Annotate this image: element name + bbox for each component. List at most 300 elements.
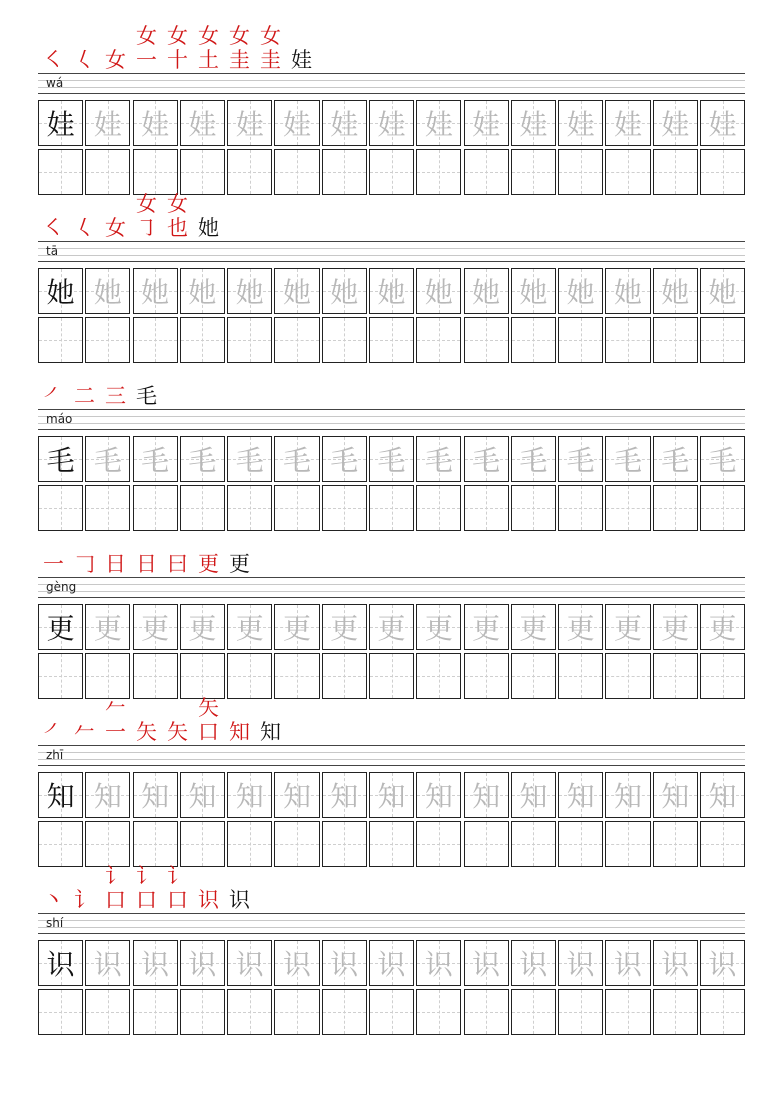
tianzige-cell (322, 100, 367, 146)
tianzige-cell (464, 604, 509, 650)
tianzige-cell[interactable] (511, 989, 556, 1035)
trace-character: 更 (566, 612, 595, 645)
stroke-step: 讠口 (105, 864, 126, 912)
trace-character: 知 (141, 780, 170, 813)
tianzige-cell[interactable] (180, 149, 225, 195)
trace-character: 娃 (282, 108, 311, 141)
tianzige-cell[interactable] (511, 317, 556, 363)
tianzige-cell[interactable] (700, 989, 745, 1035)
tianzige-cell[interactable] (180, 485, 225, 531)
trace-character: 娃 (566, 108, 595, 141)
stroke-step: 矢 (136, 720, 157, 744)
stroke-step: 女 (105, 216, 126, 240)
trace-character: 识 (282, 948, 311, 981)
tianzige-cell[interactable] (133, 317, 178, 363)
pinyin-label: zhī (46, 748, 64, 762)
tianzige-cell (38, 604, 83, 650)
stroke-step: 娃 (291, 48, 312, 72)
trace-character: 更 (472, 612, 501, 645)
trace-character: 知 (661, 780, 690, 813)
stroke-step: ㇛ (43, 216, 64, 240)
trace-character: 娃 (613, 108, 642, 141)
tianzige-cell (180, 604, 225, 650)
tianzige-cell[interactable] (558, 317, 603, 363)
trace-character: 识 (424, 948, 453, 981)
stroke-step: 一 (43, 552, 64, 576)
tianzige-cell (274, 268, 319, 314)
tianzige-cell[interactable] (605, 149, 650, 195)
tianzige-cell[interactable] (322, 149, 367, 195)
trace-character: 知 (235, 780, 264, 813)
trace-character: 更 (661, 612, 690, 645)
trace-character: 娃 (424, 108, 453, 141)
tianzige-cell[interactable] (369, 317, 414, 363)
tianzige-cell[interactable] (558, 149, 603, 195)
guide-line (38, 920, 745, 921)
tianzige-cell[interactable] (274, 821, 319, 867)
guide-line (38, 416, 745, 417)
tianzige-cell (416, 436, 461, 482)
tianzige-cell (700, 604, 745, 650)
trace-character: 毛 (708, 444, 737, 477)
tianzige-cell (322, 604, 367, 650)
trace-character: 知 (93, 780, 122, 813)
tianzige-cell (558, 100, 603, 146)
trace-row (38, 772, 745, 818)
trace-character: 更 (708, 612, 737, 645)
tianzige-cell[interactable] (227, 149, 272, 195)
tianzige-cell[interactable] (605, 653, 650, 699)
trace-character: 知 (708, 780, 737, 813)
tianzige-cell (416, 940, 461, 986)
tianzige-cell[interactable] (700, 821, 745, 867)
tianzige-cell[interactable] (322, 485, 367, 531)
tianzige-cell (700, 268, 745, 314)
pinyin-lines (38, 912, 745, 934)
tianzige-cell (133, 268, 178, 314)
tianzige-cell (180, 772, 225, 818)
tianzige-cell (180, 100, 225, 146)
trace-character: 娃 (377, 108, 406, 141)
stroke-step: 丶 (43, 888, 64, 912)
trace-character: 更 (424, 612, 453, 645)
trace-character: 毛 (472, 444, 501, 477)
tianzige-cell[interactable] (369, 485, 414, 531)
guide-line (38, 87, 745, 88)
tianzige-cell[interactable] (558, 989, 603, 1035)
trace-character: 娃 (472, 108, 501, 141)
tianzige-cell[interactable] (133, 653, 178, 699)
practice-row (38, 149, 745, 195)
guide-line (38, 577, 745, 578)
stroke-step: 女也 (167, 192, 188, 240)
stroke-step: 矢口 (198, 696, 219, 744)
trace-character: 识 (93, 948, 122, 981)
stroke-step: 讠口 (167, 864, 188, 912)
guide-line (38, 752, 745, 753)
tianzige-cell[interactable] (700, 149, 745, 195)
tianzige-cell (274, 436, 319, 482)
tianzige-cell[interactable] (85, 317, 130, 363)
pinyin-lines (38, 72, 745, 94)
guide-line (38, 80, 745, 81)
guide-line (38, 597, 745, 598)
stroke-step: 日 (105, 552, 126, 576)
tianzige-cell (700, 436, 745, 482)
tianzige-cell[interactable] (322, 989, 367, 1035)
trace-character: 知 (377, 780, 406, 813)
guide-line (38, 759, 745, 760)
tianzige-cell (369, 268, 414, 314)
trace-character: 她 (93, 276, 122, 309)
tianzige-cell[interactable] (511, 149, 556, 195)
trace-character: 毛 (566, 444, 595, 477)
tianzige-cell (700, 772, 745, 818)
tianzige-cell (511, 436, 556, 482)
stroke-step: 女㇆ (136, 192, 157, 240)
trace-row (38, 436, 745, 482)
tianzige-cell (464, 268, 509, 314)
practice-row (38, 653, 745, 699)
tianzige-cell[interactable] (605, 989, 650, 1035)
tianzige-cell[interactable] (227, 485, 272, 531)
tianzige-cell[interactable] (274, 317, 319, 363)
tianzige-cell (416, 268, 461, 314)
tianzige-cell[interactable] (605, 821, 650, 867)
tianzige-cell (653, 436, 698, 482)
tianzige-cell[interactable] (653, 317, 698, 363)
tianzige-cell[interactable] (605, 485, 650, 531)
tianzige-cell[interactable] (558, 821, 603, 867)
tianzige-cell (227, 436, 272, 482)
tianzige-cell[interactable] (38, 653, 83, 699)
tianzige-cell[interactable] (274, 989, 319, 1035)
tianzige-cell (464, 772, 509, 818)
tianzige-cell (605, 604, 650, 650)
tianzige-cell[interactable] (133, 821, 178, 867)
practice-row (38, 989, 745, 1035)
tianzige-cell (322, 772, 367, 818)
guide-line (38, 584, 745, 585)
tianzige-cell[interactable] (180, 821, 225, 867)
trace-character: 她 (613, 276, 642, 309)
tianzige-cell (511, 268, 556, 314)
tianzige-cell[interactable] (700, 317, 745, 363)
tianzige-cell[interactable] (180, 653, 225, 699)
tianzige-cell[interactable] (38, 485, 83, 531)
pinyin-label: shí (46, 916, 64, 930)
tianzige-cell[interactable] (322, 317, 367, 363)
trace-character: 更 (519, 612, 548, 645)
tianzige-cell (227, 604, 272, 650)
trace-character: 毛 (613, 444, 642, 477)
stroke-step: 𠃌 (74, 552, 95, 576)
tianzige-cell (133, 772, 178, 818)
tianzige-cell (416, 772, 461, 818)
trace-character: 娃 (141, 108, 170, 141)
stroke-step: 更 (198, 552, 219, 576)
tianzige-cell[interactable] (464, 149, 509, 195)
tianzige-cell (133, 940, 178, 986)
tianzige-cell[interactable] (558, 485, 603, 531)
stroke-step: 更 (229, 552, 250, 576)
pinyin-lines (38, 744, 745, 766)
tianzige-cell (85, 772, 130, 818)
trace-character: 娃 (519, 108, 548, 141)
tianzige-cell (700, 100, 745, 146)
guide-line (38, 261, 745, 262)
pinyin-label: gèng (46, 580, 77, 594)
tianzige-cell[interactable] (85, 821, 130, 867)
tianzige-cell[interactable] (511, 821, 556, 867)
tianzige-cell (38, 772, 83, 818)
tianzige-cell (558, 436, 603, 482)
tianzige-cell (605, 772, 650, 818)
stroke-step: 三 (105, 384, 126, 408)
stroke-step: 知 (229, 720, 250, 744)
tianzige-cell[interactable] (133, 485, 178, 531)
tianzige-cell[interactable] (180, 989, 225, 1035)
tianzige-cell[interactable] (180, 317, 225, 363)
tianzige-cell[interactable] (605, 317, 650, 363)
tianzige-cell (85, 940, 130, 986)
tianzige-cell (180, 436, 225, 482)
tianzige-cell[interactable] (227, 317, 272, 363)
trace-character: 知 (282, 780, 311, 813)
tianzige-cell[interactable] (511, 485, 556, 531)
guide-line (38, 241, 745, 242)
tianzige-cell (322, 940, 367, 986)
tianzige-cell (38, 436, 83, 482)
trace-character: 更 (613, 612, 642, 645)
tianzige-cell[interactable] (133, 149, 178, 195)
guide-line (38, 429, 745, 430)
stroke-step: 女圭 (229, 24, 250, 72)
tianzige-cell[interactable] (38, 317, 83, 363)
stroke-step: ㇒ (43, 720, 64, 744)
tianzige-cell[interactable] (653, 821, 698, 867)
tianzige-cell[interactable] (464, 317, 509, 363)
tianzige-cell (322, 268, 367, 314)
tianzige-cell[interactable] (464, 821, 509, 867)
trace-character: 她 (330, 276, 359, 309)
stroke-step: 识 (198, 888, 219, 912)
stroke-step: 女 (105, 48, 126, 72)
trace-character: 娃 (188, 108, 217, 141)
tianzige-cell[interactable] (464, 653, 509, 699)
tianzige-cell (322, 436, 367, 482)
stroke-step: 矢 (167, 720, 188, 744)
guide-line (38, 248, 745, 249)
tianzige-cell[interactable] (369, 149, 414, 195)
trace-character: 识 (661, 948, 690, 981)
stroke-step: 𡿨 (74, 216, 95, 240)
trace-character: 知 (519, 780, 548, 813)
tianzige-cell[interactable] (653, 989, 698, 1035)
stroke-order (38, 192, 224, 240)
stroke-step: ㇛ (43, 48, 64, 72)
tianzige-cell (653, 100, 698, 146)
tianzige-cell (85, 436, 130, 482)
tianzige-cell (274, 772, 319, 818)
trace-character: 毛 (377, 444, 406, 477)
tianzige-cell[interactable] (369, 821, 414, 867)
tianzige-cell[interactable] (322, 653, 367, 699)
tianzige-cell[interactable] (133, 989, 178, 1035)
tianzige-cell[interactable] (274, 485, 319, 531)
trace-character: 知 (566, 780, 595, 813)
stroke-step: 知 (260, 720, 281, 744)
trace-character: 识 (472, 948, 501, 981)
tianzige-cell (511, 100, 556, 146)
tianzige-cell (605, 940, 650, 986)
trace-character: 识 (377, 948, 406, 981)
tianzige-cell[interactable] (85, 653, 130, 699)
tianzige-cell (369, 436, 414, 482)
tianzige-cell[interactable] (416, 989, 461, 1035)
trace-character: 她 (472, 276, 501, 309)
tianzige-cell[interactable] (416, 485, 461, 531)
tianzige-cell (369, 940, 414, 986)
tianzige-cell[interactable] (558, 653, 603, 699)
tianzige-cell (38, 268, 83, 314)
model-character: 知 (46, 780, 75, 813)
trace-character: 她 (235, 276, 264, 309)
stroke-order (38, 864, 255, 912)
tianzige-cell[interactable] (464, 989, 509, 1035)
tianzige-cell (274, 940, 319, 986)
tianzige-cell[interactable] (85, 485, 130, 531)
trace-character: 毛 (282, 444, 311, 477)
guide-line (38, 423, 745, 424)
trace-character: 娃 (330, 108, 359, 141)
stroke-step: 识 (229, 888, 250, 912)
guide-line (38, 765, 745, 766)
tianzige-cell (558, 604, 603, 650)
stroke-step: 女十 (167, 24, 188, 72)
tianzige-cell (274, 100, 319, 146)
tianzige-cell[interactable] (274, 653, 319, 699)
trace-character: 知 (424, 780, 453, 813)
tianzige-cell[interactable] (85, 989, 130, 1035)
stroke-step: 日 (136, 552, 157, 576)
stroke-step: 毛 (136, 384, 157, 408)
tianzige-cell[interactable] (416, 653, 461, 699)
trace-character: 识 (613, 948, 642, 981)
trace-character: 她 (188, 276, 217, 309)
tianzige-cell[interactable] (38, 149, 83, 195)
tianzige-cell (653, 772, 698, 818)
trace-character: 她 (424, 276, 453, 309)
pinyin-lines (38, 408, 745, 430)
tianzige-cell[interactable] (227, 653, 272, 699)
trace-character: 识 (235, 948, 264, 981)
trace-character: 知 (188, 780, 217, 813)
tianzige-cell (85, 604, 130, 650)
stroke-step: 讠口 (136, 864, 157, 912)
tianzige-cell[interactable] (416, 317, 461, 363)
tianzige-cell (511, 940, 556, 986)
tianzige-cell[interactable] (416, 149, 461, 195)
tianzige-cell[interactable] (227, 989, 272, 1035)
trace-character: 她 (708, 276, 737, 309)
stroke-step: 𡿨 (74, 48, 95, 72)
trace-character: 更 (377, 612, 406, 645)
tianzige-cell[interactable] (416, 821, 461, 867)
tianzige-cell[interactable] (653, 485, 698, 531)
trace-character: 她 (282, 276, 311, 309)
stroke-step: 她 (198, 216, 219, 240)
practice-row (38, 317, 745, 363)
tianzige-cell[interactable] (369, 653, 414, 699)
trace-character: 毛 (93, 444, 122, 477)
tianzige-cell[interactable] (369, 989, 414, 1035)
pinyin-label: tā (46, 244, 59, 258)
practice-row (38, 485, 745, 531)
trace-character: 娃 (708, 108, 737, 141)
tianzige-cell[interactable] (322, 821, 367, 867)
trace-character: 更 (188, 612, 217, 645)
model-character: 更 (46, 612, 75, 645)
tianzige-cell (227, 940, 272, 986)
guide-line (38, 73, 745, 74)
pinyin-label: máo (46, 412, 73, 426)
tianzige-cell (700, 940, 745, 986)
tianzige-cell[interactable] (464, 485, 509, 531)
pinyin-label: wá (46, 76, 64, 90)
pinyin-lines (38, 576, 745, 598)
tianzige-cell[interactable] (227, 821, 272, 867)
tianzige-cell[interactable] (38, 821, 83, 867)
tianzige-cell[interactable] (653, 653, 698, 699)
tianzige-cell (653, 268, 698, 314)
stroke-step: 曰 (167, 552, 188, 576)
guide-line (38, 933, 745, 934)
stroke-step: 𠂉 (74, 720, 95, 744)
tianzige-cell (369, 772, 414, 818)
trace-character: 娃 (235, 108, 264, 141)
tianzige-cell[interactable] (511, 653, 556, 699)
trace-character: 娃 (93, 108, 122, 141)
trace-character: 知 (472, 780, 501, 813)
tianzige-cell (180, 268, 225, 314)
trace-character: 更 (141, 612, 170, 645)
trace-character: 识 (566, 948, 595, 981)
tianzige-cell (85, 268, 130, 314)
tianzige-cell (464, 100, 509, 146)
tianzige-cell[interactable] (274, 149, 319, 195)
stroke-step: 女一 (136, 24, 157, 72)
tianzige-cell (605, 100, 650, 146)
trace-character: 娃 (661, 108, 690, 141)
stroke-order (38, 374, 162, 408)
trace-character: 更 (235, 612, 264, 645)
tianzige-cell[interactable] (700, 653, 745, 699)
model-character: 她 (46, 276, 75, 309)
tianzige-cell (464, 940, 509, 986)
tianzige-cell (511, 772, 556, 818)
trace-character: 更 (93, 612, 122, 645)
stroke-step: 女圭 (260, 24, 281, 72)
tianzige-cell (227, 268, 272, 314)
trace-row (38, 268, 745, 314)
tianzige-cell[interactable] (38, 989, 83, 1035)
model-character: 毛 (46, 444, 75, 477)
tianzige-cell[interactable] (700, 485, 745, 531)
guide-line (38, 409, 745, 410)
tianzige-cell[interactable] (653, 149, 698, 195)
tianzige-cell[interactable] (85, 149, 130, 195)
